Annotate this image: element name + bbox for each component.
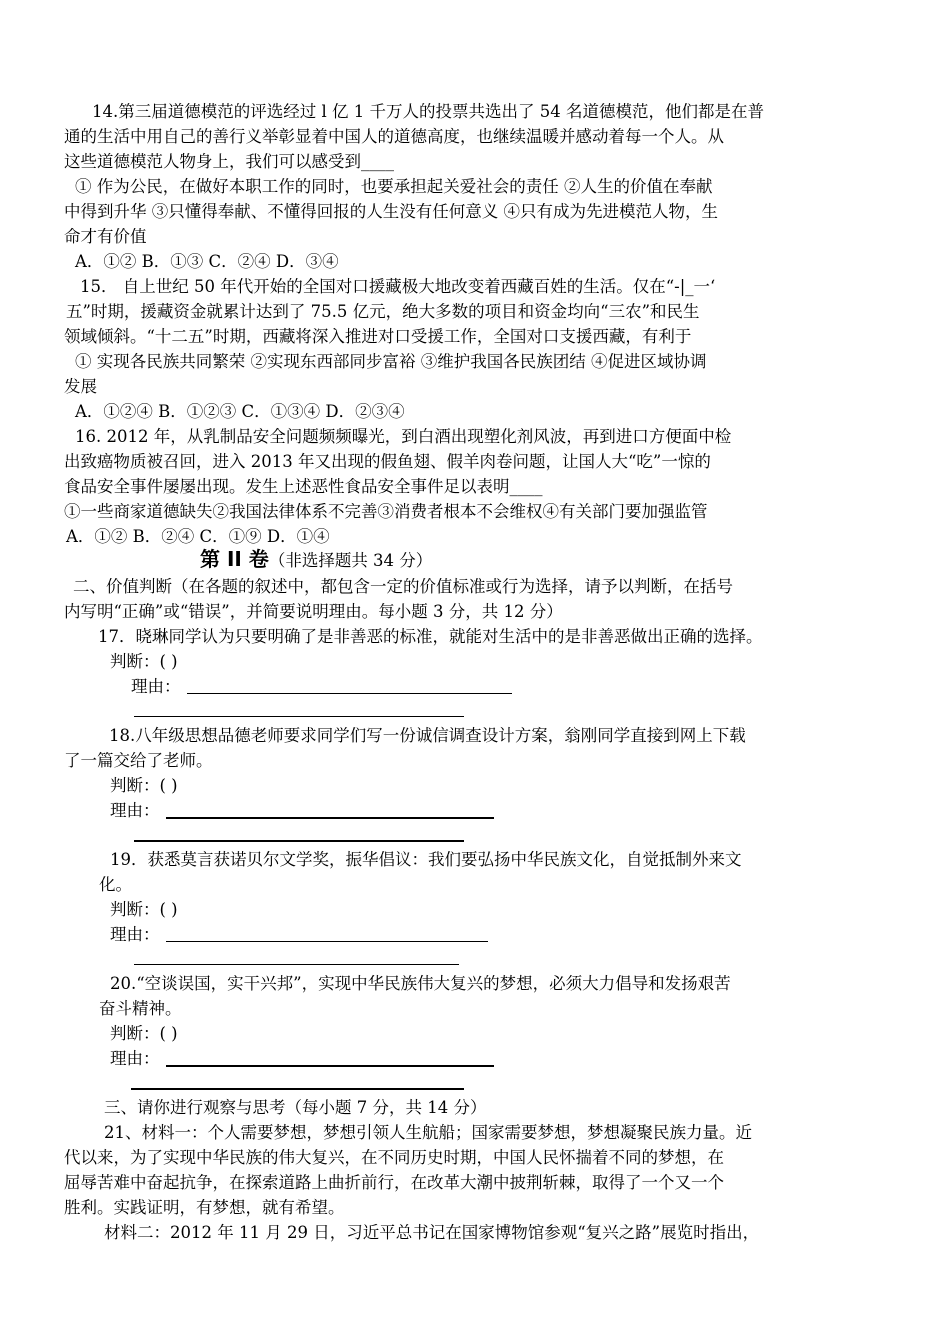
part2-title: 第 II 卷: [200, 547, 269, 571]
q15-line-1: 15． 自上世纪 50 年代开始的全国对口援藏极大地改变着西藏百姓的生活。仅在“-|_一‘: [80, 277, 716, 296]
q17-reason-blank-2[interactable]: [134, 716, 464, 717]
q21-line-4: 胜利。实践证明，有梦想，就有希望。: [64, 1198, 345, 1217]
q16-line-2: 出致癌物质被召回，进入 2013 年又出现的假鱼翅、假羊肉卷问题，让国人大“吃”一惊的: [64, 452, 711, 471]
q14-line-4: ① 作为公民，在做好本职工作的同时，也要承担起关爱社会的责任 ②人生的价值在奉献: [75, 177, 713, 196]
q15-line-2: 五”时期，援藏资金就累计达到了 75.5 亿元，绝大多数的项目和资金均向“三农”和民生: [66, 302, 700, 321]
q21-line-2: 代以来，为了实现中华民族的伟大复兴，在不同历史时期，中国人民怀揣着不同的梦想，在: [64, 1148, 724, 1167]
q16-line-3: 食品安全事件屡屡出现。发生上述恶性食品安全事件足以表明____: [64, 477, 543, 496]
q21-line-5: 材料二：2012 年 11 月 29 日，习近平总书记在国家博物馆参观“复兴之路”展览时指出，: [104, 1223, 760, 1242]
q15-options: A．①②④ B．①②③ C．①③④ D．②③④: [75, 402, 405, 421]
q14-line-2: 通的生活中用自己的善行义举彰显着中国人的道德高度，也继续温暖并感动着每一个人。从: [64, 127, 724, 146]
q17-judge: 判断：( ): [110, 652, 178, 671]
q14-line-6: 命才有价值: [64, 227, 147, 246]
q20-reason-blank[interactable]: [166, 1065, 494, 1067]
part2-note: （非选择题共 34 分）: [268, 551, 433, 570]
q20-line-2: 奋斗精神。: [99, 999, 182, 1018]
q20-reason-label: 理由：: [110, 1049, 160, 1068]
q20-reason-blank-2[interactable]: [131, 1088, 464, 1090]
q19-judge: 判断：( ): [110, 900, 178, 919]
section2-line-2: 内写明“正确”或“错误”，并简要说明理由。每小题 3 分，共 12 分）: [64, 602, 563, 621]
q19-reason-label: 理由：: [110, 925, 160, 944]
q15-line-5: 发展: [64, 377, 97, 396]
q19-reason-blank[interactable]: [166, 941, 488, 942]
q20-line-1: 20.“空谈误国，实干兴邦”，实现中华民族伟大复兴的梦想，必须大力倡导和发扬艰苦: [110, 974, 731, 993]
q17-reason-blank[interactable]: [187, 693, 512, 694]
q18-judge: 判断：( ): [110, 776, 178, 795]
q18-line-1: 18.八年级思想品德老师要求同学们写一份诚信调查设计方案，翁刚同学直接到网上下载: [109, 726, 746, 745]
q18-reason-blank[interactable]: [166, 817, 494, 819]
q16-line-4: ①一些商家道德缺失②我国法律体系不完善③消费者根本不会维权④有关部门要加强监管: [64, 502, 708, 521]
q14-line-1: 14.第三届道德模范的评选经过 l 亿 1 千万人的投票共选出了 54 名道德模范，他们都是在普: [92, 102, 764, 121]
q14-line-5: 中得到升华 ③只懂得奉献、不懂得回报的人生没有任何意义 ④只有成为先进模范人物，生: [64, 202, 718, 221]
q18-reason-label: 理由：: [110, 801, 160, 820]
q20-judge: 判断：( ): [110, 1024, 178, 1043]
q14-options: A．①② B．①③ C．②④ D．③④: [75, 252, 339, 271]
section2-line-1: 二、价值判断（在各题的叙述中，都包含一定的价值标准或行为选择，请予以判断，在括号: [73, 577, 733, 596]
q15-line-3: 领域倾斜。“十二五”时期，西藏将深入推进对口受援工作，全国对口支援西藏，有利于: [64, 327, 692, 346]
q17-reason-label: 理由：: [131, 677, 181, 696]
section3-title: 三、请你进行观察与思考（每小题 7 分，共 14 分）: [104, 1098, 487, 1117]
q16-options: A．①② B．②④ C．①⑨ D．①④: [66, 527, 330, 546]
q18-line-2: 了一篇交给了老师。: [64, 751, 213, 770]
q16-line-1: 16. 2012 年，从乳制品安全问题频频曝光，到白酒出现塑化剂风波，再到进口方便面中检: [75, 427, 732, 446]
q19-reason-blank-2[interactable]: [134, 964, 459, 965]
q15-line-4: ① 实现各民族共同繁荣 ②实现东西部同步富裕 ③维护我国各民族团结 ④促进区域协调: [75, 352, 707, 371]
q21-line-3: 屈辱苦难中奋起抗争，在探索道路上曲折前行，在改革大潮中披荆斩棘，取得了一个又一个: [64, 1173, 724, 1192]
q21-line-1: 21、材料一：个人需要梦想，梦想引领人生航船；国家需要梦想，梦想凝聚民族力量。近: [104, 1123, 752, 1142]
part2-heading: [200, 548, 432, 572]
q17-text: 17．晓琳同学认为只要明确了是非善恶的标准，就能对生活中的是非善恶做出正确的选择。: [98, 627, 763, 646]
q19-line-2: 化。: [99, 875, 132, 894]
q18-reason-blank-2[interactable]: [134, 840, 464, 842]
q14-line-3: 这些道德模范人物身上，我们可以感受到____: [64, 152, 394, 171]
q19-line-1: 19．获悉莫言获诺贝尔文学奖，振华倡议：我们要弘扬中华民族文化，自觉抵制外来文: [110, 850, 742, 869]
